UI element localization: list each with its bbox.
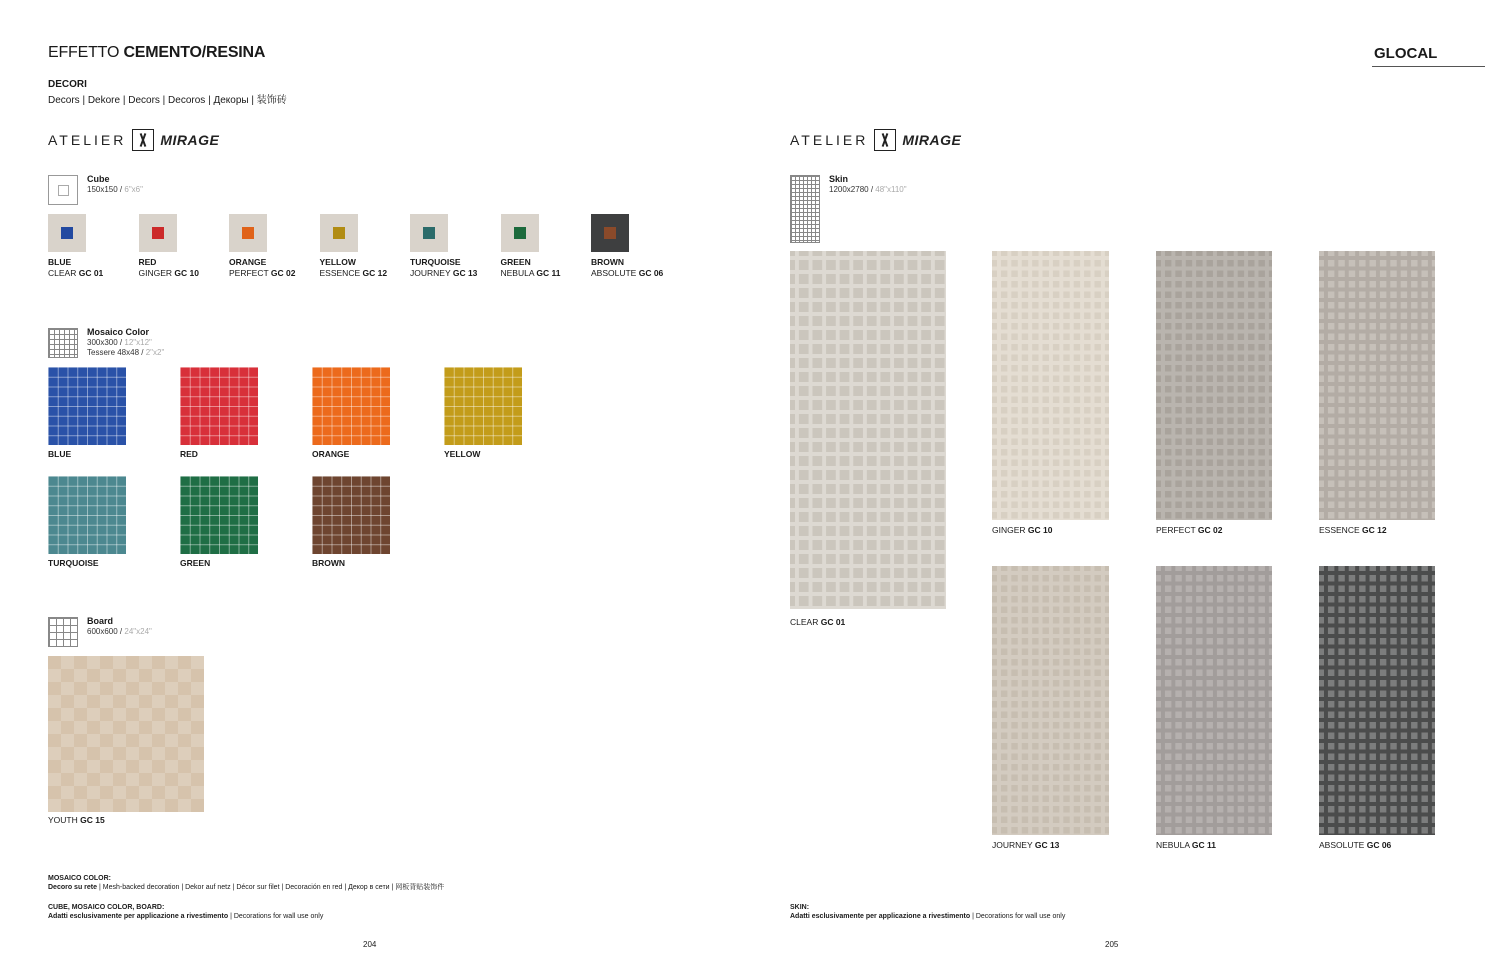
cube-color-square (514, 227, 526, 239)
mosaico-caption: BLUE (48, 449, 72, 459)
cube-caption: RED GINGER GC 10 (138, 257, 199, 278)
mosaico-swatch (312, 476, 390, 554)
cube-caption: GREEN NEBULA GC 11 (500, 257, 561, 278)
page-number-right: 205 (1105, 940, 1119, 949)
skin-caption: ESSENCE GC 12 (1319, 525, 1387, 535)
decori-title: DECORI (48, 79, 87, 90)
atelier-mirage-logo-right (790, 129, 961, 151)
mosaico-caption: BROWN (312, 558, 346, 568)
cube-item (591, 214, 663, 279)
decori-languages: Decors | Dekore | Decors | Decoros | Декоры | 装饰砖 (48, 95, 287, 106)
mosaico-item (312, 476, 390, 568)
cube-item (410, 214, 477, 279)
skin-caption: PERFECT GC 02 (1156, 525, 1223, 535)
cube-item (320, 214, 388, 279)
cube-swatch (501, 214, 539, 252)
skin-tile (790, 251, 946, 609)
page-number-left: 204 (363, 940, 377, 949)
skin-caption: CLEAR GC 01 (790, 617, 846, 627)
cube-name: Cube (87, 174, 110, 184)
skin-tile (1319, 566, 1435, 835)
footer-right: SKIN: Adatti esclusivamente per applicazione a rivestimento | Decorations for wall use only (790, 904, 1066, 920)
mirage-mark-icon (132, 129, 154, 151)
cube-caption: YELLOW ESSENCE GC 12 (319, 257, 388, 278)
cube-item (501, 214, 561, 279)
footer-left: MOSAICO COLOR: Decoro su rete | Mesh-backed decoration | Dekor auf netz | Décor sur filet | Decoración en red | Декор в сети | 网板背贴装饰件 CUBE, MOSAICO COLOR, BOARD: Adatti esclusivamente per applicazione a rivestimento | Decorations for wall use only (48, 875, 445, 920)
cube-item (48, 214, 103, 279)
mosaico-swatch (48, 367, 126, 445)
mosaico-caption: GREEN (180, 558, 211, 568)
page-title (48, 44, 265, 62)
cube-color-square (333, 227, 345, 239)
brand-name: GLOCAL (1374, 45, 1438, 62)
mirage-mark-icon (874, 129, 896, 151)
cube-caption: BROWN ABSOLUTE GC 06 (591, 257, 664, 278)
title-bold: CEMENTO/RESINA (123, 44, 266, 61)
cube-format-icon (48, 175, 78, 205)
board-dimensions: 600x600 / 24"x24" (87, 627, 152, 636)
cube-item (139, 214, 199, 279)
cube-color-square (152, 227, 164, 239)
mosaico-swatch (444, 367, 522, 445)
cube-swatch (320, 214, 358, 252)
skin-caption: ABSOLUTE GC 06 (1319, 840, 1392, 850)
logo-mirage: MIRAGE (902, 132, 962, 148)
board-caption: YOUTH GC 15 (48, 815, 105, 825)
cube-color-square (242, 227, 254, 239)
skin-tile (992, 566, 1109, 835)
mosaico-item (180, 476, 258, 568)
mosaico-swatch (312, 367, 390, 445)
mosaico-item (48, 367, 126, 459)
skin-tile (1156, 251, 1272, 520)
mosaico-tessere: Tessere 48x48 / 2"x2" (87, 348, 165, 357)
logo-atelier: ATELIER (48, 132, 127, 148)
skin-tile (1319, 251, 1435, 520)
board-name: Board (87, 616, 114, 626)
atelier-mirage-logo-left (48, 129, 219, 151)
mosaico-swatch (180, 367, 258, 445)
cube-caption: BLUE CLEAR GC 01 (48, 257, 104, 278)
cube-dimensions: 150x150 / 6"x6" (87, 185, 143, 194)
cube-swatch (591, 214, 629, 252)
cube-swatch (139, 214, 177, 252)
logo-mirage: MIRAGE (160, 132, 220, 148)
brand-underline (1372, 66, 1485, 67)
mosaico-caption: YELLOW (444, 449, 481, 459)
board-swatch (48, 656, 204, 812)
skin-tile (992, 251, 1109, 520)
cube-caption: ORANGE PERFECT GC 02 (229, 257, 296, 278)
board-format-icon (48, 617, 78, 647)
cube-color-square (61, 227, 73, 239)
mosaico-item (180, 367, 258, 459)
skin-format-icon (790, 175, 820, 243)
mosaico-item (444, 367, 522, 459)
title-light: EFFETTO (48, 44, 124, 61)
mosaico-swatch (180, 476, 258, 554)
cube-color-square (423, 227, 435, 239)
cube-swatch (48, 214, 86, 252)
mosaico-item (312, 367, 390, 459)
cube-swatch (229, 214, 267, 252)
skin-dimensions: 1200x2780 / 48"x110" (829, 185, 907, 194)
cube-swatch (410, 214, 448, 252)
logo-atelier: ATELIER (790, 132, 869, 148)
mosaico-format-icon (48, 328, 78, 358)
mosaico-caption: RED (180, 449, 198, 459)
mosaico-item (48, 476, 126, 568)
skin-caption: JOURNEY GC 13 (992, 840, 1060, 850)
mosaico-name: Mosaico Color (87, 327, 150, 337)
mosaico-dimensions: 300x300 / 12"x12" (87, 338, 152, 347)
cube-color-square (604, 227, 616, 239)
cube-caption: TURQUOISE JOURNEY GC 13 (410, 257, 478, 278)
skin-caption: NEBULA GC 11 (1156, 840, 1217, 850)
mosaico-swatch (48, 476, 126, 554)
skin-tile (1156, 566, 1272, 835)
mosaico-caption: ORANGE (312, 449, 350, 459)
mosaico-caption: TURQUOISE (48, 558, 99, 568)
skin-caption: GINGER GC 10 (992, 525, 1053, 535)
skin-name: Skin (829, 174, 849, 184)
cube-item (229, 214, 295, 279)
